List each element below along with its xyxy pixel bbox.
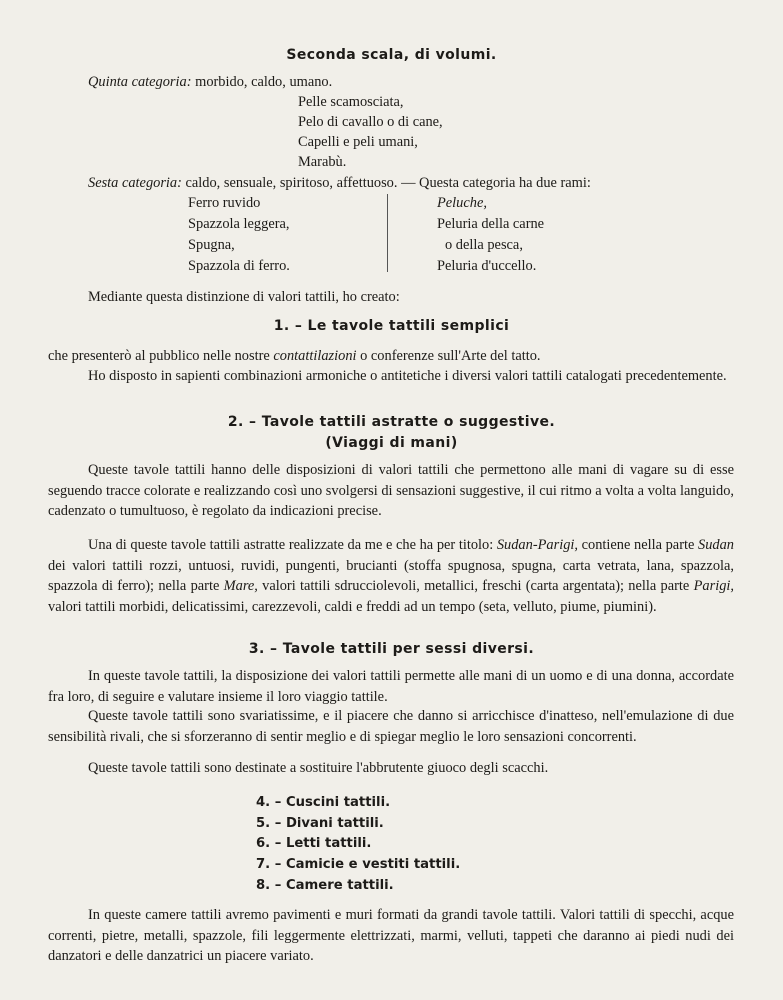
text-run: valori tattili morbidi, delicatissimi, carezzevoli, caldi e freddi ad un tempo (seta, velluto, piume, piumini). [48,598,657,615]
section-2-title: 2. – Tavole tattili astratte o suggestive. [227,414,556,430]
section-2-subtitle: (Viaggi di mani) [325,435,458,451]
text-run-italic: Sudan-Parigi, [496,537,578,553]
sesta-right-item: Peluria d'uccello. [437,258,537,274]
scale-title: Seconda scala, di volumi. [286,47,497,63]
quinta-item: Pelle scamosciata, [298,94,404,110]
text-run: dei valori tattili rozzi, untuosi, ruvidi, pungenti, brucianti (stoffa spugnosa, spugna, carta vetrata, lana, spazzola, spazzola di ferro); nella parte [48,557,734,595]
text-run-italic: Sudan [698,537,734,553]
list-item: 7. – Camicie e vestiti tattili. [256,857,461,872]
list-item: 4. – Cuscini tattili. [256,795,391,810]
section-3-title: 3. – Tavole tattili per sessi diversi. [248,641,535,657]
sesta-left-item: Spugna, [188,237,235,253]
quinta-line [88,73,332,91]
section-1-title: 1. – Le tavole tattili semplici [273,318,510,334]
quinta-item: Pelo di cavallo o di cane, [298,114,443,130]
sesta-left-item: Spazzola leggera, [188,216,290,232]
text-run: Una di queste tavole tattili astratte realizzate da me e che ha per titolo: [88,537,497,553]
section-1-para-1 [48,346,734,367]
text-run: o conferenze sull'Arte del tatto. [356,348,541,364]
column-divider [387,194,388,272]
sesta-right-item: o della pesca, [445,237,523,253]
sesta-left-item: Spazzola di ferro. [188,258,290,274]
text-run: valori tattili sdrucciolevoli, metallici, freschi (carta argentata); nella parte [257,578,694,595]
list-item: 8. – Camere tattili. [256,878,394,893]
sesta-line [88,174,591,192]
sesta-label: Sesta categoria: [88,175,182,191]
section-2-para-2 [48,535,734,617]
quinta-label: Quinta categoria: [88,74,192,90]
section-1-para-2: Ho disposto in sapienti combinazioni armoniche o antitetiche i diversi valori tattili catalogati precedentemente. [88,368,727,384]
section-3-para-3: Queste tavole tattili sono destinate a sostituire l'abbrutente giuoco degli scacchi. [88,760,549,776]
section-3-para-2: Queste tavole tattili sono svariatissime, e il piacere che danno si arricchisce d'inatteso, nell'emulazione di due sensibilità rivali, che si sforzeranno di sentir meglio e di spiegar meglio le loro sensazioni concorrenti. [48,708,734,745]
section-2-para-1: Queste tavole tattili hanno delle disposizioni di valori tattili che permettono alle mani di vagare su di esse seguendo tracce colorate e realizzando così uno svolgersi di sensazioni suggestive, il cui ritmo a volta a volta languido, cadenzato o tumultuoso, è regolato da indicazioni precise. [48,462,734,520]
quinta-item: Marabù. [298,154,347,170]
intro-text: Mediante questa distinzione di valori tattili, ho creato: [88,289,400,305]
sesta-right-item: Peluche, [437,195,487,211]
list-item: 5. – Divani tattili. [256,816,384,831]
sesta-left-item: Ferro ruvido [188,195,261,211]
text-run-italic: Mare, [223,578,258,595]
text-run-italic: Parigi, [693,578,734,595]
text-run-italic: contattilazioni [273,348,357,364]
quinta-item: Capelli e peli umani, [298,134,418,150]
final-para: In queste camere tattili avremo pavimenti e muri formati da grandi tavole tattili. Valori tattili di specchi, acque correnti, pietre, metalli, spazzole, fili leggermente elettrizzati, marmi, velluti, tappeti che daranno ai piedi nudi dei danzatori e delle danzatrici un piacere variato. [48,907,734,965]
text-run: che presenterò al pubblico nelle nostre [48,348,274,364]
section-3-para-1: In queste tavole tattili, la disposizione dei valori tattili permette alle mani di un uomo e di una donna, accordate fra loro, di seguire e valutare insieme il loro viaggio tattile. [48,668,734,705]
sesta-right-item: Peluria della carne [437,216,545,232]
list-item: 6. – Letti tattili. [256,836,372,851]
text-run: contiene nella parte [578,537,699,553]
quinta-desc: morbido, caldo, umano. [191,74,333,90]
sesta-desc: caldo, sensuale, spiritoso, affettuoso. — Questa categoria ha due rami: [181,175,591,191]
